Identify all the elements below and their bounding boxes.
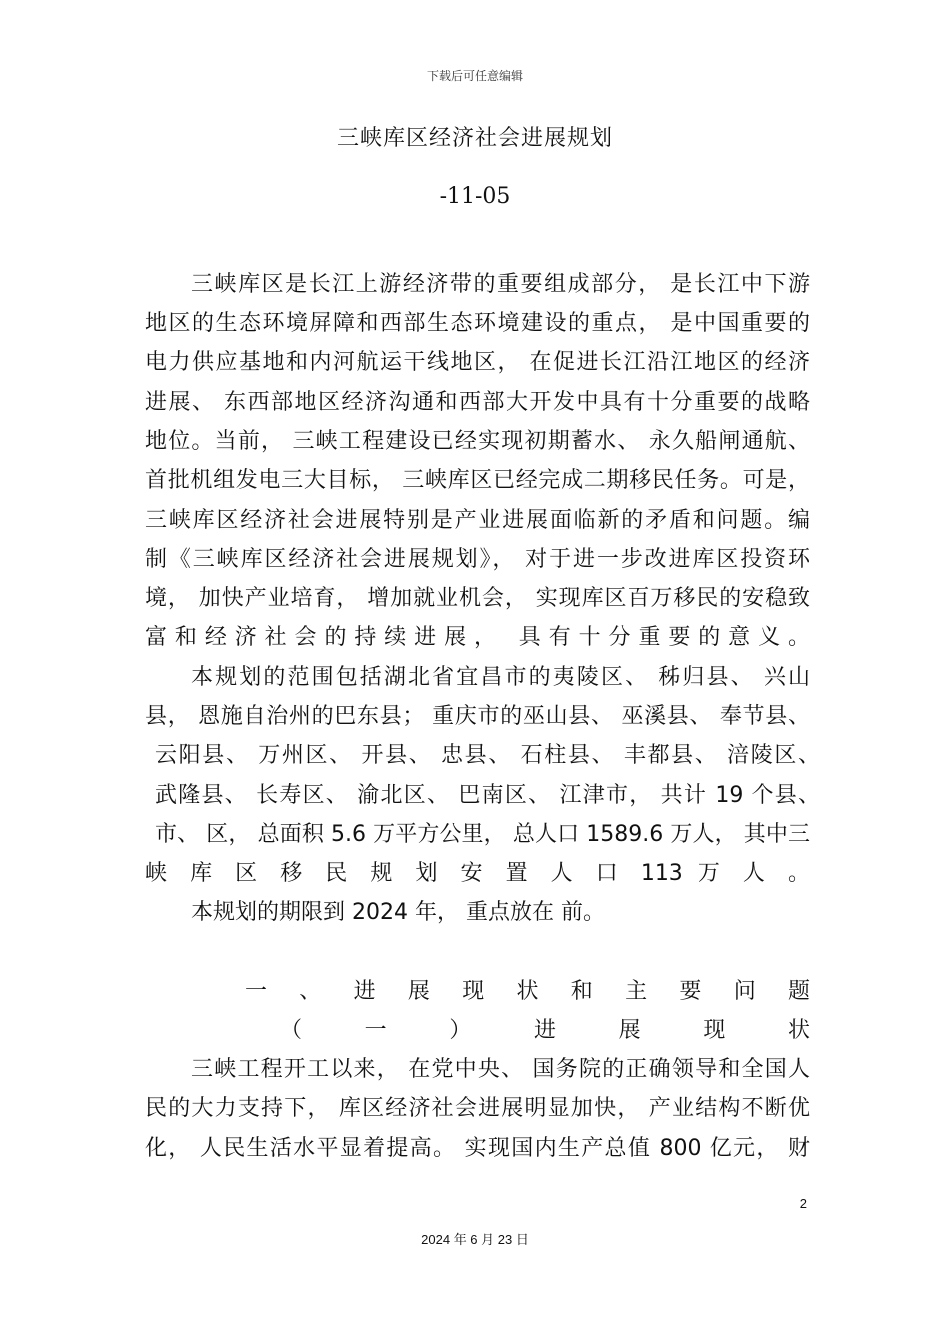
page-number: 2 [799, 1196, 807, 1211]
paragraph-line: 境， 加快产业培育， 增加就业机会， 实现库区百万移民的安稳致 [145, 586, 810, 611]
paragraph-line: 云阳县、 万州区、 开县、 忠县、 石柱县、 丰都县、 涪陵区、 [155, 743, 820, 768]
paragraph-line: 化， 人民生活水平显着提高。 实现国内生产总值 800 亿元， 财 [145, 1136, 810, 1161]
paragraph-line: 电力供应基地和内河航运干线地区， 在促进长江沿江地区的经济 [145, 350, 810, 375]
paragraph-line: 地区的生态环境屏障和西部生态环境建设的重点， 是中国重要的 [145, 311, 810, 336]
paragraph-line: 首批机组发电三大目标， 三峡库区已经完成二期移民任务。可是， [145, 468, 810, 493]
paragraph-line: 民的大力支持下， 库区经济社会进展明显加快， 产业结构不断优 [145, 1096, 810, 1121]
paragraph-line: 进展、 东西部地区经济沟通和西部大开发中具有十分重要的战略 [145, 390, 810, 415]
paragraph-line: 武隆县、 长寿区、 渝北区、 巴南区、 江津市， 共计 19 个县、 [155, 783, 820, 808]
paragraph-line: 三峡库区是长江上游经济带的重要组成部分， 是长江中下游 [191, 272, 810, 297]
subsection-heading: （ 一 ） 进 展 现 状 [280, 1018, 810, 1043]
header-note: 下载后可任意编辑 [426, 69, 523, 83]
paragraph-line: 本规划的期限到 2024 年， 重点放在 前。 [191, 900, 605, 925]
footer-date: 2024 年 6 月 23 日 [421, 1232, 529, 1247]
paragraph-line: 峡 库 区 移 民 规 划 安 置 人 口 113 万 人 。 [145, 861, 810, 886]
paragraph-line: 本规划的范围包括湖北省宜昌市的夷陵区、 秭归县、 兴山 [191, 665, 810, 690]
paragraph-line: 富和经济社会的持续进展， 具有十分重要的意义。 [145, 625, 810, 650]
section-heading: 一 、 进 展 现 状 和 主 要 问 题 [245, 979, 810, 1004]
paragraph-line: 制《三峡库区经济社会进展规划》， 对于进一步改进库区投资环 [145, 547, 810, 572]
paragraph-line: 地位。当前， 三峡工程建设已经实现初期蓄水、 永久船闸通航、 [145, 429, 810, 454]
paragraph-line: 三峡工程开工以来， 在党中央、 国务院的正确领导和全国人 [191, 1057, 810, 1082]
page-title: 三峡库区经济社会进展规划 [336, 126, 613, 151]
paragraph-line: 市、 区， 总面积 5.6 万平方公里， 总人口 1589.6 万人， 其中三 [155, 822, 810, 847]
paragraph-line: 县， 恩施自治州的巴东县； 重庆市的巫山县、 巫溪县、 奉节县、 [145, 704, 810, 729]
date-line: -11-05 [439, 184, 511, 209]
paragraph-line: 三峡库区经济社会进展特别是产业进展面临新的矛盾和问题。编 [145, 508, 810, 533]
